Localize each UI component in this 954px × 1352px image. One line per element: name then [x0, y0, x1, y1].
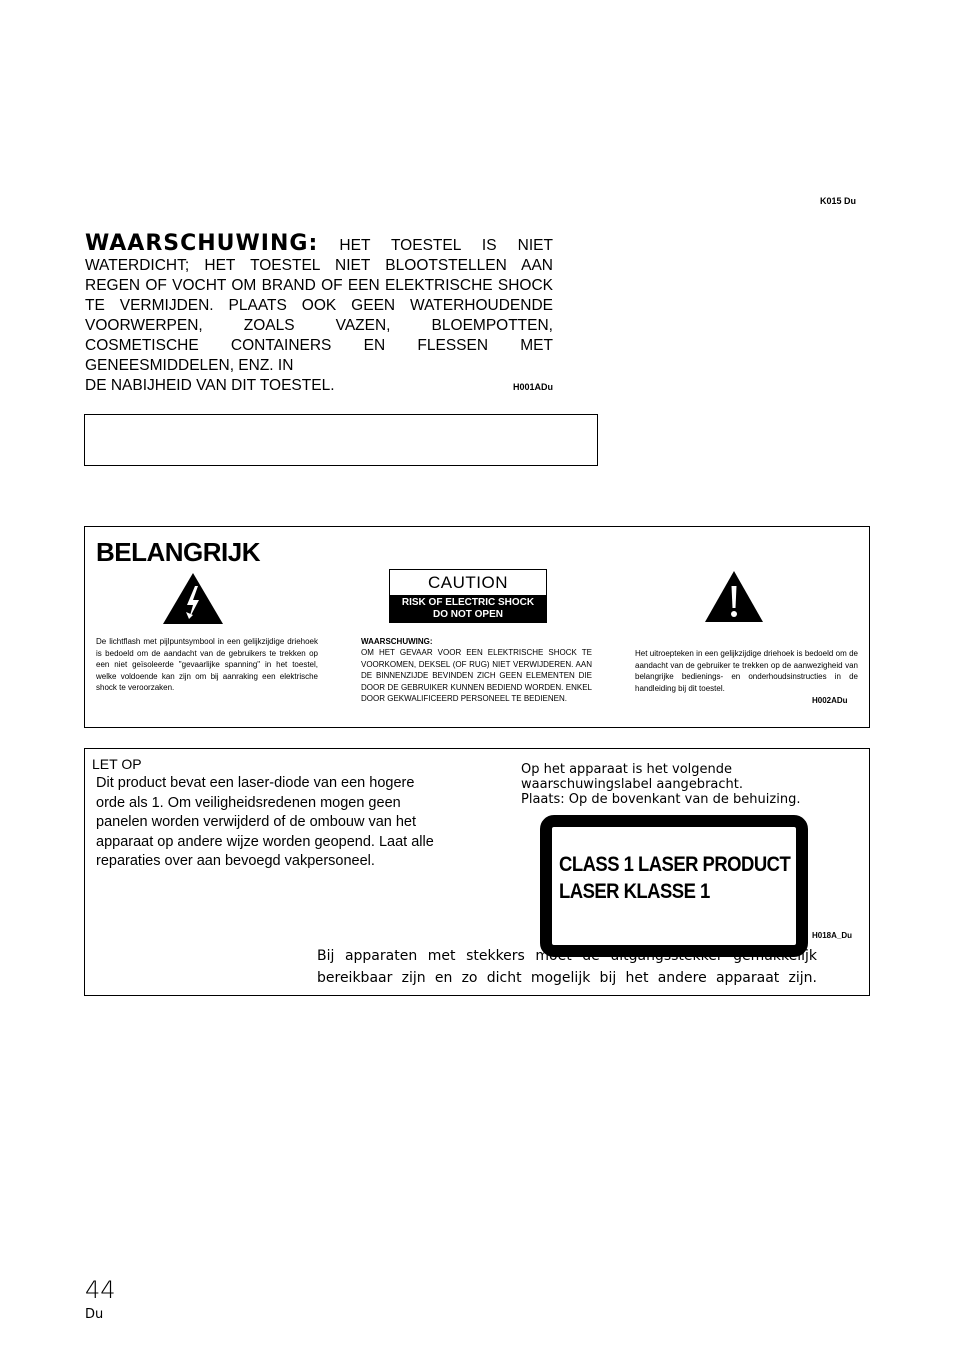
label-intro: [521, 762, 851, 807]
caution-label-line1: RISK OF ELECTRIC SHOCK: [401, 597, 535, 608]
laser-class-line1: CLASS 1 LASER PRODUCT: [559, 853, 791, 876]
laser-label-code: H018A_Du: [812, 931, 853, 940]
label-intro-line3: Plaats: Op de bovenkant van de behuizing.: [521, 792, 801, 807]
exclamation-warning-icon: [704, 570, 764, 623]
page-number: 44: [85, 1276, 116, 1304]
warning-text: HET TOESTEL IS NIET WATERDICHT; HET TOESTEL NIET BLOOTSTELLEN AAN REGEN OF VOCHT OM BRAND OF EEN ELEKTRISCHE SHOCK TE VERMIJDEN. PLAATS OOK GEEN WATERHOUDENDE VOORWERPEN, ZOALS VAZEN, BLOEMPOTTEN, COSMETISCHE CONTAINERS EN FLESSEN MET GENEESMIDDELEN, ENZ. IN: [85, 237, 553, 374]
exclamation-explanation: Het uitroepteken in een gelijkzijdige driehoek is bedoeld om de aandacht van de gebruiker te trekken op de aanwezigheid van belangrijke bedienings- en onderhoudsinstructies in de handleiding bij dit toestel.: [635, 649, 858, 693]
plug-note: Bij apparaten met stekkers moet de uitgangsstekker gemakkelijk bereikbaar zijn en zo dicht mogelijk bij het andere apparaat zijn.: [317, 948, 817, 986]
water-warning: [85, 231, 553, 397]
laser-class-label: [540, 815, 808, 957]
center-heading: WAARSCHUWING:: [361, 637, 433, 646]
laser-caution-box: [84, 748, 870, 996]
empty-frame: [84, 414, 598, 466]
caution-label-top: CAUTION: [428, 573, 508, 592]
warning-text-last: DE NABIJHEID VAN DIT TOESTEL.: [85, 377, 335, 394]
warning-heading: WAARSCHUWING:: [85, 231, 319, 256]
caution-label-line2: DO NOT OPEN: [432, 608, 503, 620]
laser-class-line2: LASER KLASSE 1: [559, 880, 710, 903]
lightning-warning-icon: [162, 572, 224, 625]
label-intro-line2: waarschuwingslabel aangebracht.: [521, 777, 743, 792]
page-language: Du: [85, 1307, 104, 1322]
lightning-explanation: De lichtflash met pijlpuntsymbool in een gelijkzijdige driehoek is bedoeld om de aandacht van de gebruikers te trekken op een niet geïsoleerde "gevaarlijke spanning" in het toestel, welke voldoende kan zijn om bij aanraking een elektrische shock te veroorzaken.: [96, 637, 318, 693]
important-box: [84, 526, 870, 728]
laser-caution-title: LET OP: [92, 756, 142, 772]
center-text: OM HET GEVAAR VOOR EEN ELEKTRISCHE SHOCK TE VOORKOMEN, DEKSEL (OF RUG) NIET VERWIJDEREN. AAN DE BINNENZIJDE BEVINDEN ZICH GEEN ELEMENTEN DIE DOOR DE GEBRUIKER KUNNEN BEDIEND WORDEN. ENKEL DOOR GEKWALIFICEERD PERSONEEL TE BEDIENEN.: [361, 648, 592, 704]
caution-label-bottom: [390, 595, 546, 622]
header-code: K015 Du: [820, 196, 857, 206]
important-title: BELANGRIJK: [96, 537, 261, 567]
important-code: H002ADu: [812, 696, 848, 705]
laser-caution-body: Dit product bevat een laser-diode van een hogere orde als 1. Om veiligheidsredenen mogen geen panelen worden verwijderd of de ombouw van het apparaat op andere wijze worden geopend. Laat alle reparaties over aan bevoegd vakpersoneel.: [96, 775, 434, 869]
caution-label: [389, 569, 547, 623]
warning-code: H001ADu: [512, 382, 553, 392]
label-intro-line1: Op het apparaat is het volgende: [521, 762, 733, 777]
